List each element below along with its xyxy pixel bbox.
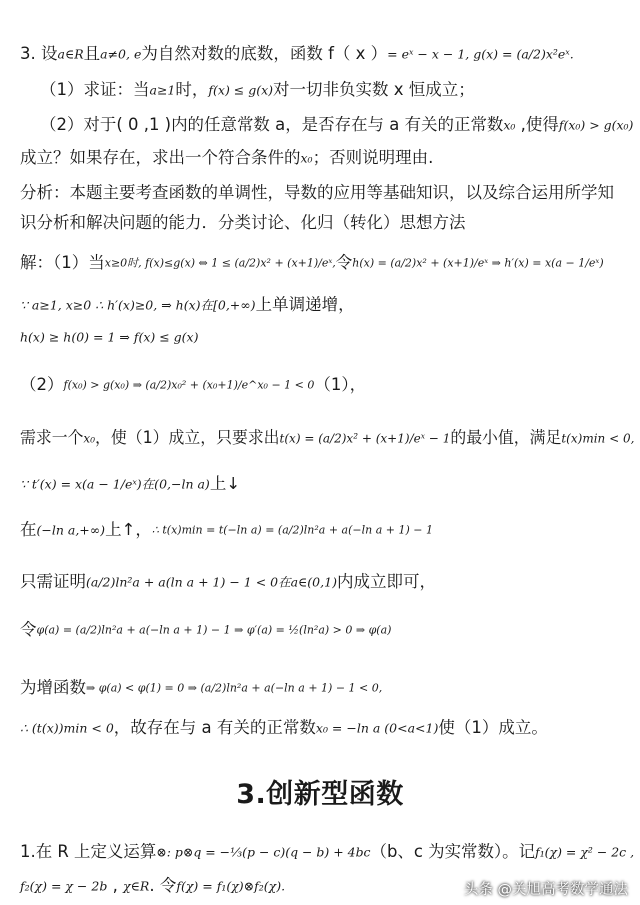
text-run: 3. 设 (20, 44, 58, 63)
text-run: 内成立即可， (336, 572, 436, 591)
text-line (20, 327, 198, 348)
text-run: ；否则说明理由. (312, 148, 434, 167)
formula: a≠0, e (100, 46, 142, 62)
text-run: （2） (20, 375, 64, 394)
formula: = eˣ − x − 1, g(x) = (a/2)x²eˣ. (387, 46, 574, 62)
formula: f(x₀) > g(x₀) (558, 117, 634, 133)
text-run: （1）求证：当 (40, 80, 150, 99)
text-run: 识分析和解决问题的能力．分类讨论、化归（转化）思想方法 (20, 213, 466, 232)
text-line (20, 375, 366, 396)
text-run: 在 (20, 520, 37, 539)
text-line (20, 148, 433, 169)
text-run: 的最小值，满足 (450, 428, 562, 447)
formula: x₀ (503, 117, 516, 133)
formula: ∵ a≥1, x≥0 ∴ h′(x)≥0, ⇒ h(x)在[0,+∞) (20, 297, 256, 313)
text-run: , (107, 876, 124, 895)
text-run: 令 (335, 253, 353, 272)
text-run: 令 (20, 620, 37, 639)
formula: a∈R (57, 46, 84, 62)
formula: x₀ = −ln a (0<a<1) (315, 720, 439, 736)
formula: ∴ (t(x))min < 0 (20, 720, 114, 736)
formula: x₀ (300, 150, 313, 166)
text-run: 只需证明 (20, 572, 86, 591)
formula: t(x)min < 0, (561, 430, 635, 446)
formula: x₀ (83, 430, 96, 446)
text-run: 1.在 R 上定义运算 (20, 842, 157, 861)
text-line (20, 44, 574, 65)
text-line (20, 620, 391, 641)
text-run: 上↑， (105, 520, 152, 539)
text-run: 且 (83, 44, 101, 63)
text-run: ，故存在与 a 有关的正常数 (113, 718, 316, 737)
text-line (40, 115, 633, 136)
text-line (20, 183, 614, 203)
text-run: （b、c 为实常数）。记 (370, 842, 536, 861)
text-line (40, 80, 475, 101)
text-line (20, 876, 285, 897)
text-line (20, 474, 240, 495)
text-line (20, 520, 433, 541)
formula: ∴ t(x)min = t(−ln a) = (a/2)ln²a + a(−ln a + 1) − 1 (151, 523, 433, 537)
text-run: ,使得 (515, 115, 559, 134)
text-run: 解：（1）当 (20, 253, 105, 272)
text-run: . 令 (149, 876, 177, 895)
text-line (20, 295, 355, 316)
section-heading: 3.创新型函数 (236, 779, 404, 810)
formula: h(x) ≥ h(0) = 1 ⇒ f(x) ≤ g(x) (20, 329, 199, 345)
text-run: 需求一个 (20, 428, 84, 447)
text-run: 上↓ (209, 474, 241, 493)
formula: h(x) = (a/2)x² + (x+1)/eˣ ⇒ h′(x) = x(a − 1/eˣ) (352, 256, 604, 270)
formula: ∵ t′(x) = x(a − 1/eˣ)在(0,−ln a) (20, 476, 210, 492)
text-line (20, 678, 382, 699)
text-run: 成立？如果存在，求出一个符合条件的 (20, 148, 301, 167)
formula: (a/2)ln²a + a(ln a + 1) − 1 < 0在a∈(0,1) (86, 574, 337, 590)
formula: f₁(χ) = χ² − 2c , (535, 844, 635, 860)
formula: φ(a) = (a/2)ln²a + a(−ln a + 1) − 1 ⇒ φ′(a) = ½(ln²a) > 0 ⇒ φ(a) (36, 623, 392, 637)
text-run: 上单调递增， (255, 295, 355, 314)
formula: a≥1 (149, 82, 176, 98)
text-run: 为增函数 (20, 678, 86, 697)
text-line (20, 253, 604, 274)
formula: f(χ) = f₁(χ)⊗f₂(χ). (176, 878, 286, 894)
text-run: 为自然对数的底数，函数 f（ x ） (141, 44, 388, 63)
formula: f(x₀) > g(x₀) ⇒ (a/2)x₀² + (x₀+1)/e^x₀ − 1 < 0 (63, 378, 315, 392)
formula: (−ln a,+∞) (36, 522, 106, 538)
watermark: 头条 @关旭高考数学通法 (463, 882, 628, 898)
formula: ⇒ φ(a) < φ(1) = 0 ⇒ (a/2)ln²a + a(−ln a + 1) − 1 < 0, (86, 681, 383, 695)
text-line (20, 842, 634, 863)
formula: f(x) ≤ g(x) (208, 82, 274, 98)
formula: x≥0时, f(x)≤g(x) ⇔ 1 ≤ (a/2)x² + (x+1)/eˣ, (104, 256, 336, 270)
text-run: 对一切非负实数 x 恒成立； (273, 80, 475, 99)
formula: χ∈R (123, 878, 150, 894)
text-line (20, 572, 436, 593)
text-run: （1）， (314, 375, 367, 394)
text-run: ，使（1）成立，只要求出 (95, 428, 280, 447)
text-line (20, 718, 548, 739)
formula: f₂(χ) = χ − 2b (20, 878, 108, 894)
formula: t(x) = (a/2)x² + (x+1)/eˣ − 1 (279, 430, 451, 446)
text-run: 时， (175, 80, 209, 99)
text-line (20, 428, 634, 449)
text-run: 使（1）成立。 (438, 718, 548, 737)
text-line (20, 213, 466, 233)
text-run: （2）对于( 0 ,1 )内的任意常数 a，是否存在与 a 有关的正常数 (40, 115, 504, 134)
text-run: 分析：本题主要考查函数的单调性，导数的应用等基础知识，以及综合运用所学知 (20, 183, 614, 202)
formula: ⊗: p⊗q = −⅓(p − c)(q − b) + 4bc (156, 844, 371, 860)
